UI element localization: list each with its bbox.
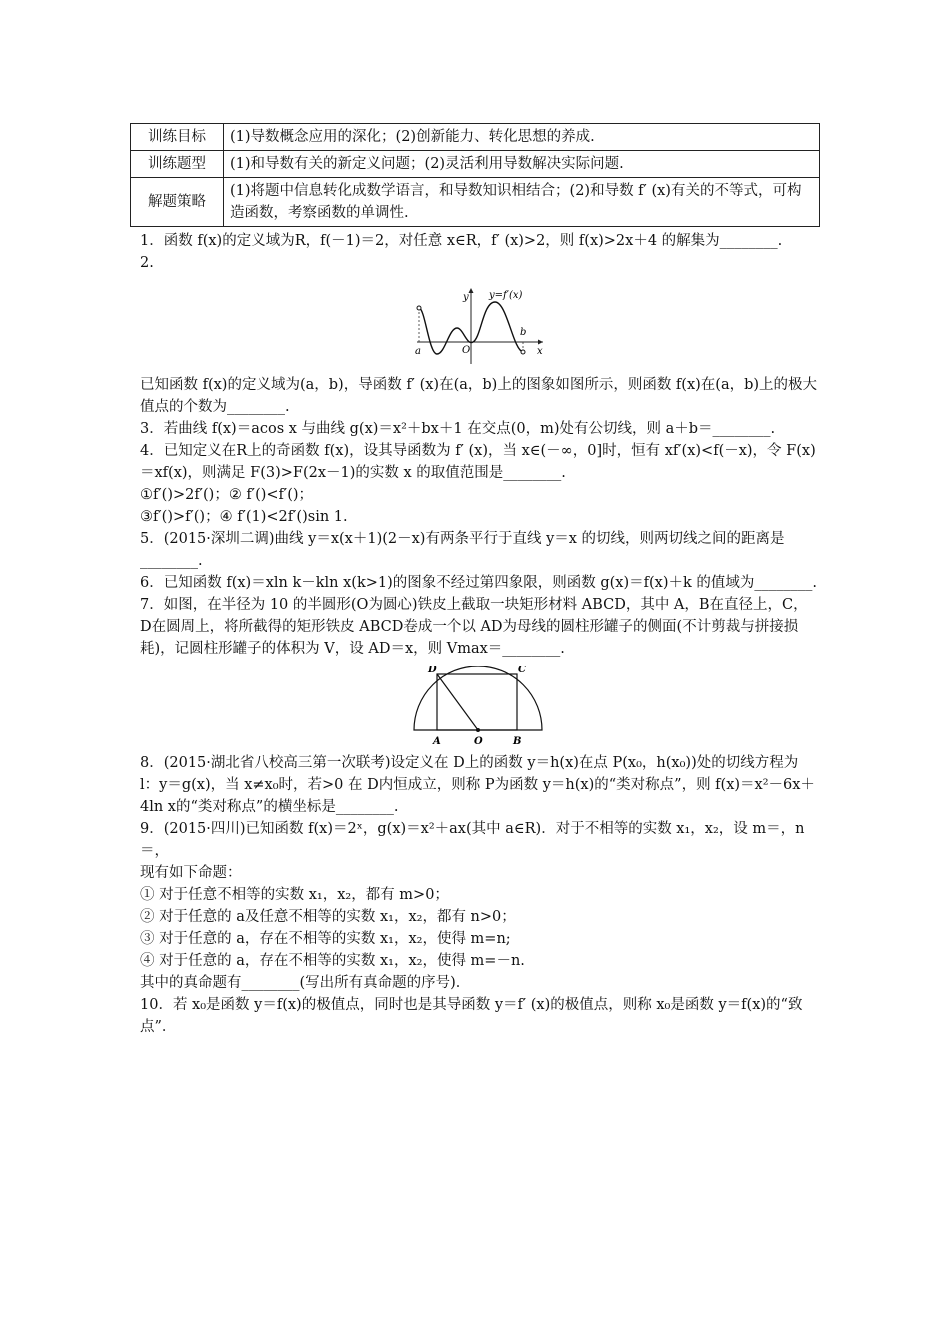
origin-label: O (462, 345, 471, 356)
x-label: x (537, 346, 543, 357)
question-4-option-1: ①f′()>2f′()；② f′()<f′()； (140, 487, 314, 503)
open-endpoint-b (521, 350, 525, 354)
semicircle (414, 666, 542, 730)
table-row (131, 151, 820, 178)
label-c: C (518, 666, 526, 675)
question-9-proposition-3: ③ 对于任意的 a，存在不相等的实数 x₁，x₂，使得 m=n; (140, 931, 511, 947)
table-text-cell: (1)和导数有关的新定义问题；(2)灵活利用导数解决实际问题. (224, 151, 820, 178)
question-9: 9．(2015·四川)已知函数 f(x)＝2ˣ，g(x)＝x²＋ax(其中 a∈R)．对于不相等的实数 x₁，x₂，设 m＝，n＝， (140, 821, 805, 859)
label-o: O (474, 736, 483, 746)
question-4-option-2: ③f′()>f′()；④ f′(1)<2f′()sin 1. (140, 509, 348, 525)
table-head-cell: 训练题型 (131, 151, 224, 178)
a-label: a (415, 346, 421, 357)
table-row (131, 178, 820, 227)
question-9-answer-prompt: 其中的真命题有________(写出所有真命题的序号)． (140, 975, 471, 991)
question-4: 4．已知定义在R上的奇函数 f(x)，设其导函数为 f′ (x)，当 x∈(－∞，0]时，恒有 xf′(x)<f(－x)，令 F(x)＝xf(x)，则满足 F(3)>F(2x－1)的实数 x 的取值范围是________. (140, 443, 816, 481)
y-label: y (463, 292, 469, 303)
question-1: 1．函数 f(x)的定义域为R，f(－1)＝2，对任意 x∈R，f′ (x)>2，则 f(x)>2x＋4 的解集为________. (140, 233, 783, 249)
label-d: D (428, 666, 437, 675)
semicircle-figure (408, 666, 550, 746)
label-b: B (513, 736, 522, 746)
b-label: b (520, 327, 527, 338)
question-9-intro: 现有如下命题： (140, 865, 242, 881)
table-text-cell: (1)将题中信息转化成数学语言，和导数知识相结合；(2)和导数 f′ (x)有关的不等式，可构造函数，考察函数的单调性. (224, 178, 820, 227)
question-9-proposition-1: ① 对于任意不相等的实数 x₁，x₂，都有 m>0； (140, 887, 449, 903)
derivative-graph-figure (409, 284, 549, 366)
question-3: 3．若曲线 f(x)＝acos x 与曲线 g(x)＝x²＋bx＋1 在交点(0，m)处有公切线，则 a＋b＝________. (140, 421, 776, 437)
table-row (131, 124, 820, 151)
open-endpoint-a (417, 306, 421, 310)
question-2-number: 2. (140, 255, 154, 271)
center-point (476, 728, 480, 732)
radius-od (437, 674, 478, 730)
training-info-table (130, 123, 820, 227)
question-2: 已知函数 f(x)的定义域为(a，b)，导函数 f′ (x)在(a，b)上的图象如图所示，则函数 f(x)在(a，b)上的极大值点的个数为________. (140, 377, 818, 415)
question-8: 8．(2015·湖北省八校高三第一次联考)设定义在 D上的函数 y＝h(x)在点 P(x₀，h(x₀))处的切线方程为 l：y＝g(x)，当 x≠x₀时，若>0 在 D内恒成立，则称 P为函数 y＝h(x)的“类对称点”，则 f(x)＝x²－6x＋4ln x的“类对称点”的横坐标是________. (140, 755, 815, 815)
rectangle-abcd (437, 674, 517, 730)
question-9-proposition-2: ② 对于任意的 a及任意不相等的实数 x₁，x₂，都有 n>0； (140, 909, 516, 925)
question-7: 7．如图，在半径为 10 的半圆形(O为圆心)铁皮上截取一块矩形材料 ABCD，其中 A，B在直径上，C，D在圆周上，将所截得的矩形铁皮 ABCD卷成一个以 AD为母线的圆柱形罐子的侧面(不计剪裁与拼接损耗)，记圆柱形罐子的体积为 V，设 AD＝x，则 Vmax＝________. (140, 597, 808, 657)
table-text-cell: (1)导数概念应用的深化；(2)创新能力、转化思想的养成. (224, 124, 820, 151)
question-9-proposition-4: ④ 对于任意的 a，存在不相等的实数 x₁，x₂，使得 m=－n. (140, 953, 525, 969)
question-10: 10．若 x₀是函数 y＝f(x)的极值点，同时也是其导函数 y＝f′ (x)的极值点，则称 x₀是函数 y＝f(x)的“致点”． (140, 997, 803, 1035)
table-head-cell: 训练目标 (131, 124, 224, 151)
question-5: 5．(2015·深圳二调)曲线 y＝x(x＋1)(2－x)有两条平行于直线 y＝x 的切线，则两切线之间的距离是________. (140, 531, 785, 569)
label-a: A (433, 736, 441, 746)
questions-body (140, 230, 818, 1038)
table-head-cell: 解题策略 (131, 178, 224, 227)
question-6: 6．已知函数 f(x)＝xln k－kln x(k>1)的图象不经过第四象限，则函数 g(x)＝f(x)＋k 的值域为________. (140, 575, 818, 591)
function-label: y=f′(x) (489, 290, 523, 301)
y-axis-arrow (469, 288, 474, 293)
x-axis-arrow (538, 340, 543, 345)
